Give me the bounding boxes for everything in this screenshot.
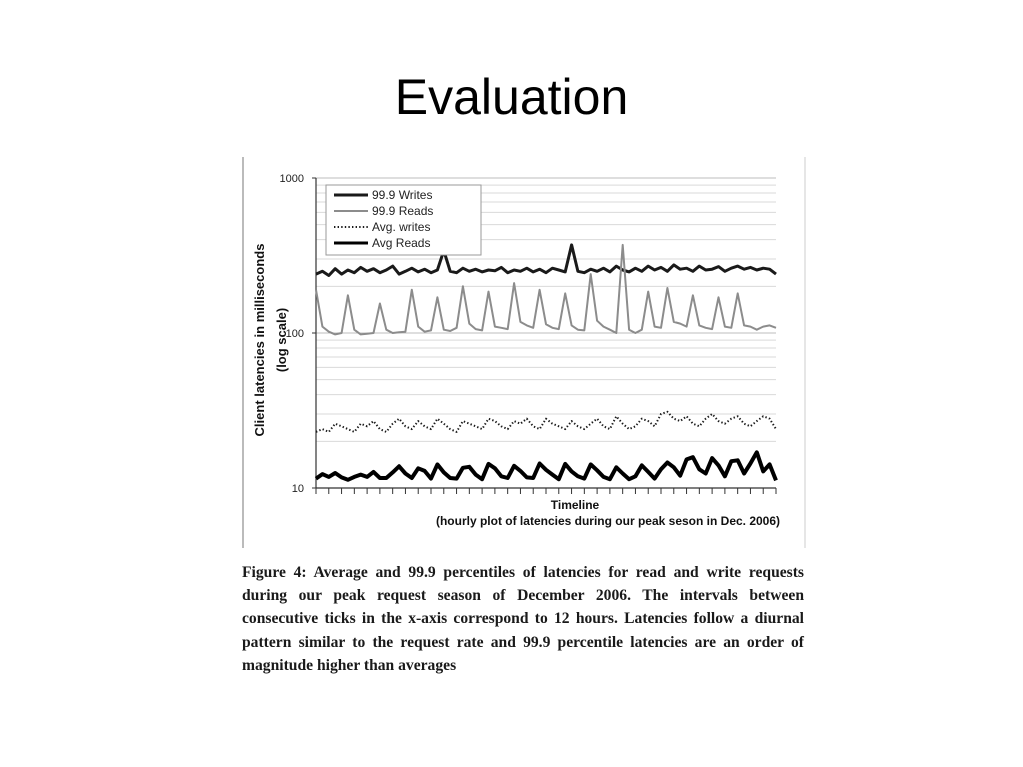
series-line-99-9-reads <box>316 245 776 335</box>
slide-title: Evaluation <box>394 69 629 125</box>
legend-label: Avg Reads <box>372 236 431 250</box>
legend <box>326 185 481 255</box>
series-line-avg-writes <box>316 412 776 432</box>
legend-label: 99.9 Writes <box>372 188 433 202</box>
y-tick-label: 1000 <box>279 173 304 185</box>
y-axis-label-scale: (log scale) <box>274 307 289 373</box>
series-line-avg-reads <box>316 452 776 480</box>
series-layer <box>316 245 776 481</box>
latency-chart <box>236 150 808 550</box>
legend-label: 99.9 Reads <box>372 204 434 218</box>
y-tick-label: 10 <box>291 483 304 495</box>
y-tick-label: 100 <box>285 328 304 340</box>
x-axis-label: Timeline <box>550 498 600 512</box>
x-axis-sublabel: (hourly plot of latencies during our peak seson in Dec. 2006) <box>435 514 781 528</box>
figure-caption: Figure 4: Average and 99.9 percentiles of latencies for read and write requests during our peak request season of December 2006. The intervals between consecutive ticks in the x-axis correspond to 12 hours. Latencies follow a diurnal pattern similar to the request rate and 99.9 percentile latencies are an order of magnitude higher than averages <box>242 564 804 674</box>
y-axis-label: Client latencies in milliseconds <box>252 243 267 437</box>
legend-label: Avg. writes <box>372 220 431 234</box>
